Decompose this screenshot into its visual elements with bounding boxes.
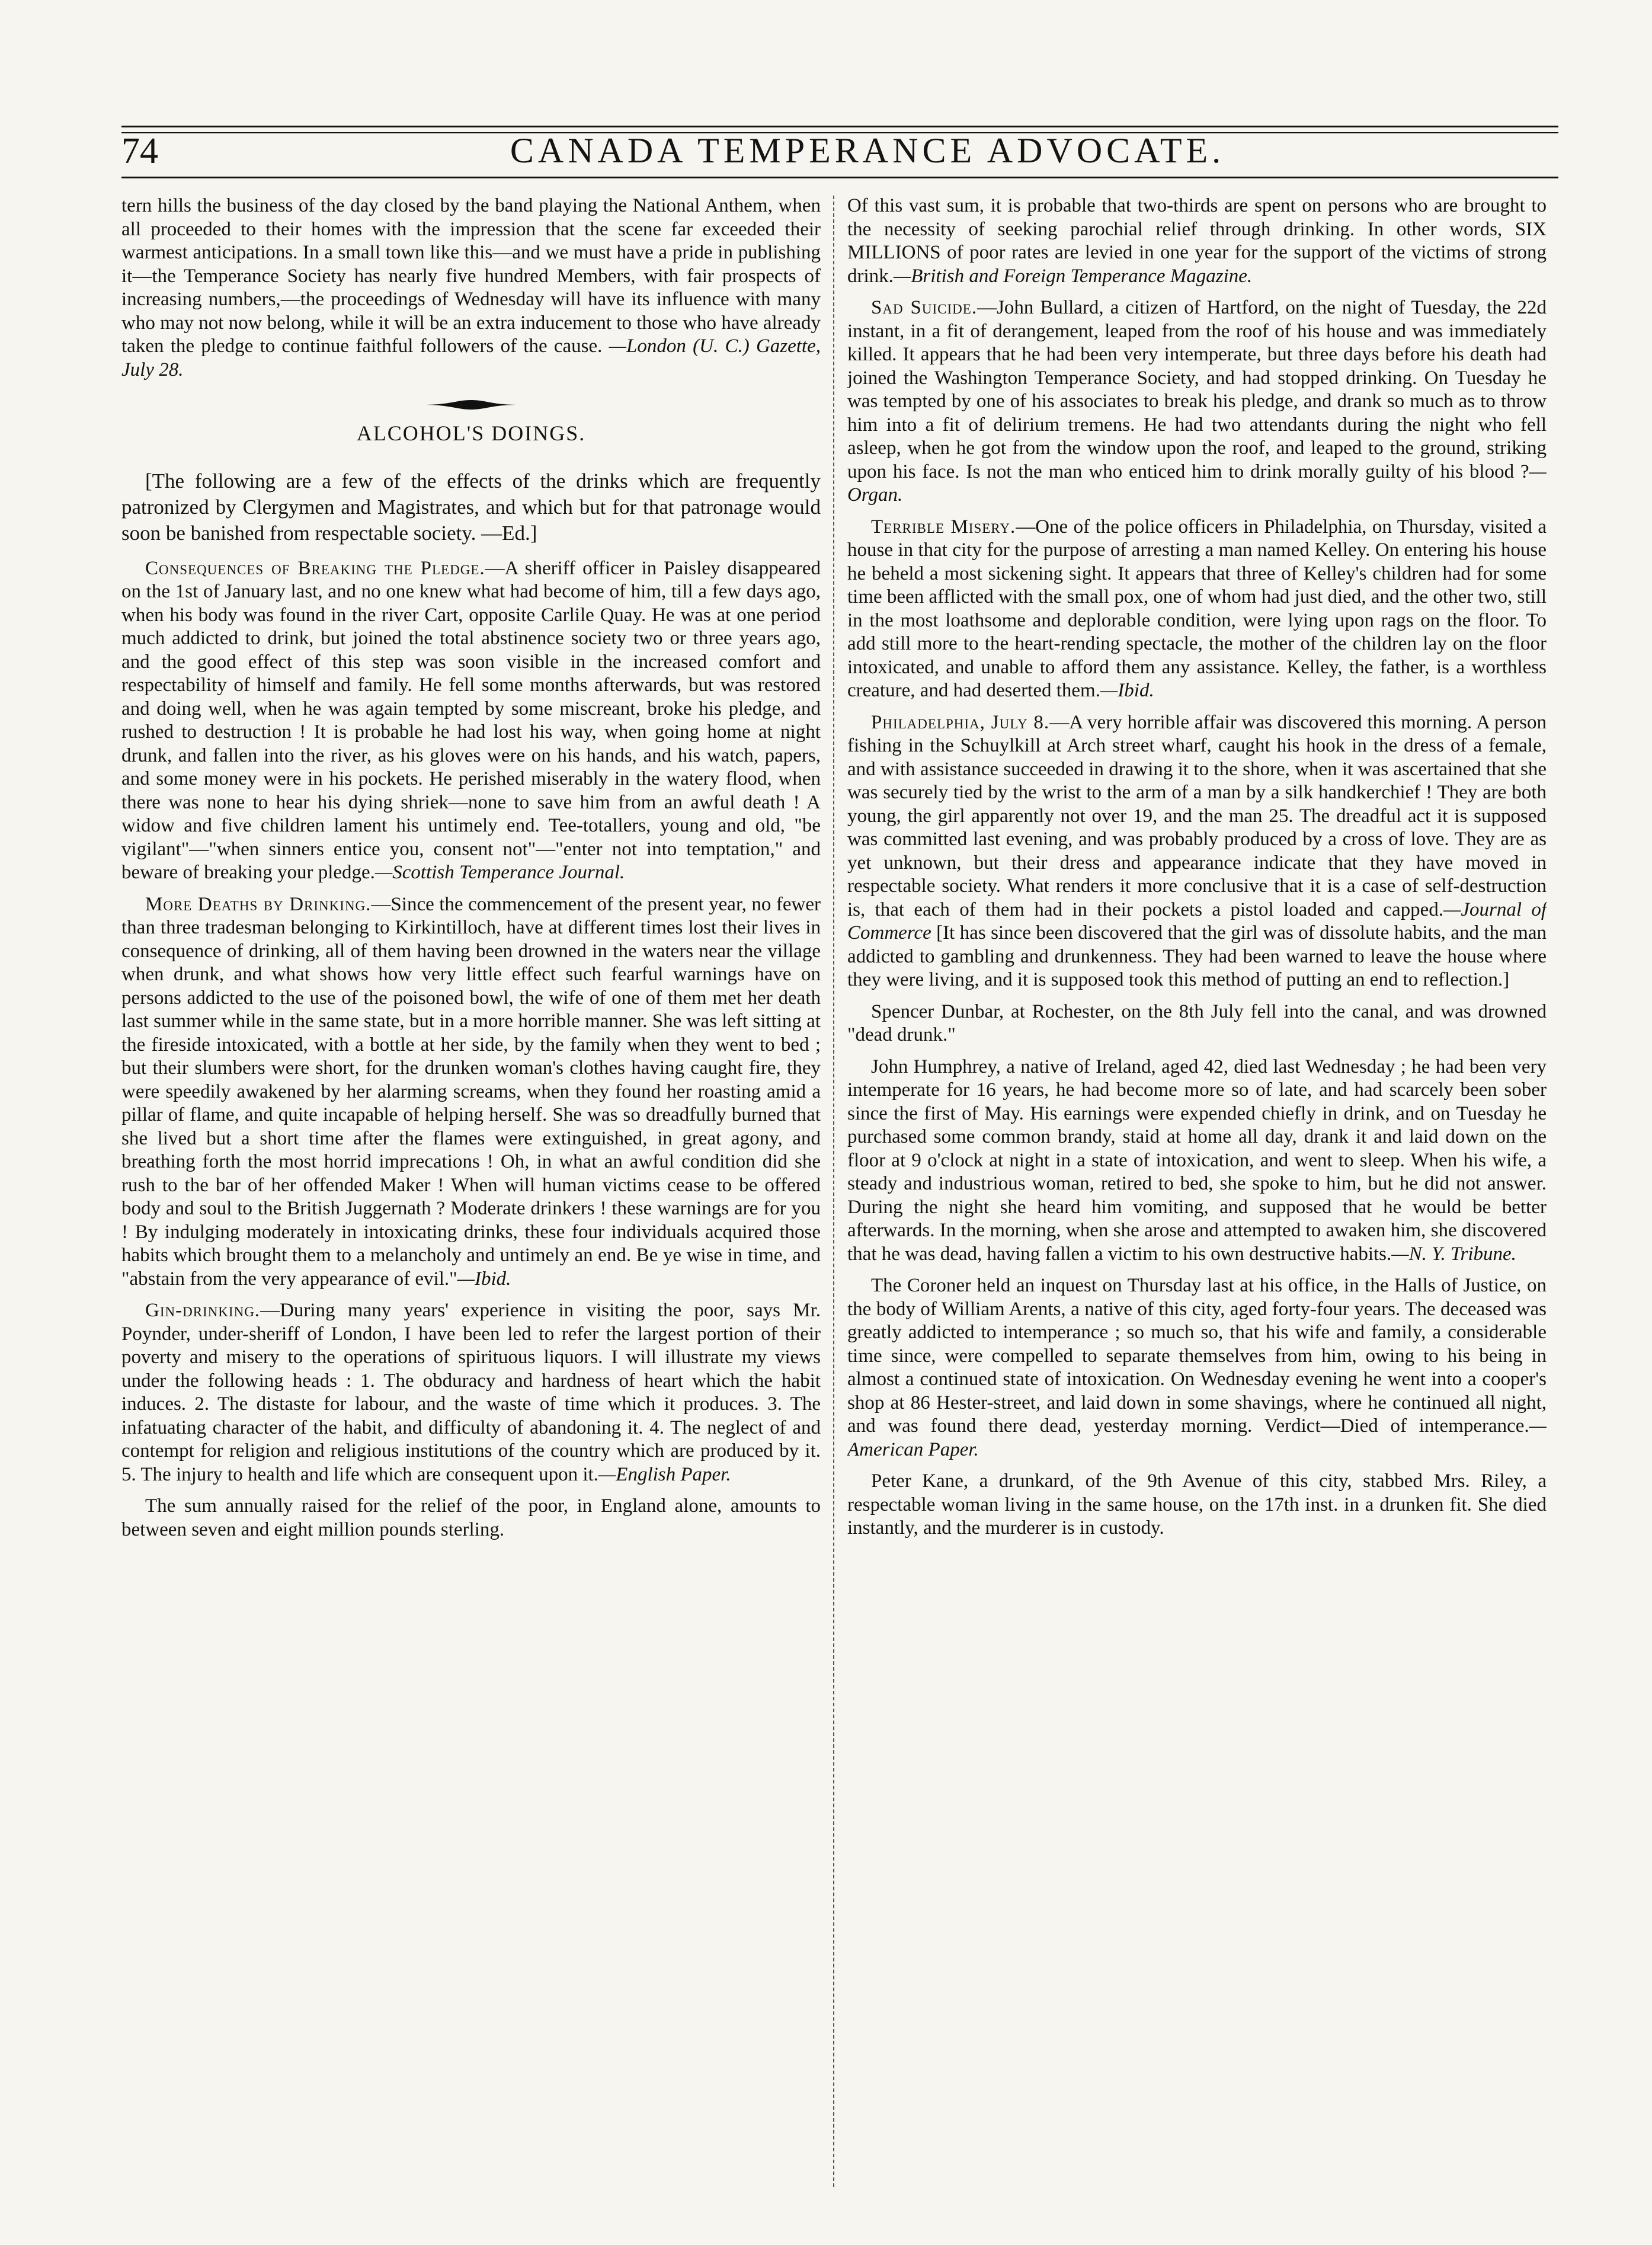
article-body: Spencer Dunbar, at Rochester, on the 8th July fell into the canal, and was drowned "dead drunk." [847, 1000, 1547, 1045]
article [847, 296, 1547, 507]
page-number: 74 [121, 131, 158, 171]
article-heading: Terrible Misery. [871, 516, 1016, 538]
intro-source: —London (U. C.) Gazette, July 28. [121, 335, 821, 380]
article-body: —Since the commencement of the present year, no fewer than three tradesman belonging to Kirkintilloch, have at different times lost their lives in consequence of drinking, all of them having been drowned in the waters near the village when drunk, and what shows how very little effect such fearful warnings have on persons addicted to the use of the poisoned bowl, the wife of one of them met her death last summer while in the same state, but in a more horrible manner. She was left sitting at the fireside intoxicated, with a bottle at her side, by the family when they went to bed ; but their slumbers were short, for the drunken woman's clothes having caught fire, they were speedily awakened by her alarming screams, when they found her roasting amid a pillar of flame, and quite incapable of helping herself. She was so dreadfully burned that she lived but a short time after the flames were extinguished, in great agony, and breathing forth the most horrid imprecations ! Oh, in what an awful condition did she rush to the bar of her offended Maker ! When will human victims cease to be offered body and soul to the British Juggernath ? Moderate drinkers ! these warnings are for you ! By indulging moderately in intoxicating drinks, these four individuals acquired those habits which brought them to a melancholy and untimely an end. Be ye wise in time, and "abstain from the very appearance of evil." [121, 893, 821, 1290]
article [847, 516, 1547, 703]
article-heading: Philadelphia, July 8. [871, 711, 1050, 733]
article-source: —Scottish Temperance Journal. [374, 862, 625, 883]
header-rule-bottom [121, 177, 1558, 178]
right-column [847, 194, 1547, 2192]
article-body: —One of the police officers in Philadelphia, on Thursday, visited a house in that city for the purpose of arresting a man named Kelley. On entering his house he beheld a most sickening sight. It appears that three of Kelley's children had for some time been afflicted with the small pox, one of whom had just died, and the other two, still in the most loathsome and deplorable condition, were lying upon rags on the floor. To add still more to the heart-rending spectacle, the mother of the children lay on the floor intoxicated, and unable to afford them any assistance. Kelley, the father, is a worthless creature, and had deserted them. [847, 516, 1547, 701]
article [847, 711, 1547, 992]
section-ornament [421, 398, 521, 411]
article [847, 1470, 1547, 1540]
article-heading: Consequences of Breaking the Pledge. [145, 557, 485, 579]
intro-text: tern hills the business of the day closed by the band playing the National Anthem, when all proceeded to their homes with the impression that the scene far exceeded their warmest anticipations. In a small town like this—and we must have a pride in publishing it—the Temperance Society has nearly five hundred Members, with fair prospects of increasing numbers,—the proceedings of Wednesday will have its influence with many who may not now belong, while it will be an extra inducement to those who have already taken the pledge to continue faithful followers of the cause. [121, 195, 821, 357]
article-body: —During many years' experience in visiting the poor, says Mr. Poynder, under-sheriff of London, I have been led to refer the largest portion of their poverty and misery to the operations of spirituous liquors. I will illustrate my views under the following heads : 1. The obduracy and hardness of heart which the habit induces. 2. The distaste for labour, and the waste of time which it produces. 3. The infatuating character of the habit, and difficulty of abandoning it. 4. The neglect of and contempt for religion and religious institutions of the country which are produced by it. 5. The injury to health and life which are consequent upon it. [121, 1300, 821, 1485]
article-body: —A very horrible affair was discovered this morning. A person fishing in the Schuylkill at Arch street wharf, caught his hook in the dress of a female, and with assistance succeeded in drawing it to the shore, when it was ascertained that she was securely tied by the wrist to the arm of a man by a silk handkerchief ! They are both young, the girl apparently not over 19, and the man 25. The dreadful act it is supposed was committed last evening, and was probably produced by a cross of love. They are as yet unknown, but their dress and appearance indicate that they have moved in respectable society. What renders it more conclusive that it is a case of self-destruction is, that each of them had in their pockets a pistol loaded and capped. [847, 711, 1547, 920]
article-source: —Journal of Commerce [847, 898, 1547, 944]
article-source: —Ibid. [457, 1268, 511, 1290]
intro-paragraph [121, 194, 821, 382]
article [121, 1299, 821, 1486]
article-source: —American Paper. [847, 1415, 1547, 1460]
article [121, 557, 821, 885]
continuation-text: Of this vast sum, it is probable that two-thirds are spent on persons who are brought to the necessity of seeking parochial relief through drinking. In other words, SIX MILLIONS of poor rates are levied in one year for the support of the victims of strong drink. [847, 195, 1547, 287]
editor-note: [The following are a few of the effects of the drinks which are frequently patronized by Clergymen and Magistrates, and which but for that patronage would soon be banished from respectable society. —Ed.] [121, 469, 821, 545]
article-body: —A sheriff officer in Paisley disappeared on the 1st of January last, and no one knew what had become of him, till a few days ago, when his body was found in the river Cart, opposite Carlile Quay. He was at one period much addicted to drink, but joined the total abstinence society two or three years ago, and the good effect of this step was soon visible in the increased comfort and respectability of himself and family. He fell some months afterwards, but was restored and doing well, when he was again tempted by some miscreant, broke his pledge, and rushed to destruction ! It is probable he had lost his way, when going home at night drunk, and fallen into the river, as his gloves were on his hands, and his watch, papers, and some money were in his pockets. He perished miserably in the watery flood, when there was none to hear his dying shriek—none to save him from an awful death ! A widow and five children lament his untimely end. Tee-totallers, young and old, "be vigilant"—"when sinners entice you, consent not"—"enter not into temptation," and beware of breaking your pledge. [121, 557, 821, 883]
article-source: —Ibid. [1100, 680, 1154, 701]
article [121, 893, 821, 1291]
continuation-paragraph [847, 194, 1547, 288]
article-addendum: [It has since been discovered that the girl was of dissolute habits, and the man addicted to gambling and drunkenness. They had been warned to leave the house where they were living, and it is supposed took this method of putting an end to reflection.] [847, 922, 1547, 990]
article-heading: Gin-drinking. [145, 1300, 261, 1321]
article-source: —N. Y. Tribune. [1391, 1243, 1516, 1265]
article-heading: Sad Suicide. [871, 297, 978, 318]
article-body: Peter Kane, a drunkard, of the 9th Avenue of this city, stabbed Mrs. Riley, a respectable woman living in the same house, on the 17th inst. in a drunken fit. She died instantly, and the murderer is in custody. [847, 1470, 1547, 1539]
article-heading: More Deaths by Drinking. [145, 893, 372, 915]
article [847, 1000, 1547, 1047]
article-body: The Coroner held an inquest on Thursday last at his office, in the Halls of Justice, on the body of William Arents, a native of this city, aged forty-four years. The deceased was greatly addicted to intemperance ; so much so, that his wife and family, a considerable time since, were compelled to separate themselves from him, owing to his being in almost a continued state of intoxication. On Wednesday evening he went into a cooper's shop at 86 Hester-street, and laid down in some shavings, where he continued all night, and was found there dead, yesterday morning. Verdict—Died of intemperance. [847, 1275, 1547, 1437]
article [847, 1056, 1547, 1267]
column-divider [833, 196, 834, 2187]
left-column [121, 194, 821, 2192]
article-source: —English Paper. [598, 1463, 731, 1485]
article [847, 1274, 1547, 1462]
article-body: John Humphrey, a native of Ireland, aged 42, died last Wednesday ; he had been very intemperate for 16 years, he had become more so of late, and had scarcely been sober since the first of May. His earnings were expended chiefly in drink, and on Tuesday he purchased some common brandy, staid at home all day, drank it and laid down on the floor at 9 o'clock at night in a state of intoxication, and went to sleep. When his wife, a steady and industrious woman, retired to bed, she spoke to him, but he did not answer. During the night she heard him vomiting, and supposed that he would be better afterwards. In the morning, when she arose and attempted to awaken him, she discovered that he was dead, having fallen a victim to his own destructive habits. [847, 1056, 1547, 1265]
closing-paragraph: The sum annually raised for the relief of the poor, in England alone, amounts to between seven and eight million pounds sterling. [121, 1495, 821, 1540]
article-source: —Organ. [847, 460, 1547, 506]
continuation-source: —British and Foreign Temperance Magazine. [893, 265, 1253, 287]
article-body: —John Bullard, a citizen of Hartford, on the night of Tuesday, the 22d instant, in a fit of derangement, leaped from the roof of his house and was immediately killed. It appears that he had been very intemperate, but three days before his death had joined the Washington Temperance Society, and had stopped drinking. On Tuesday he was tempted by one of his associates to break his pledge, and drank so much as to throw him into a fit of delirium tremens. He had two attendants during the night who fell asleep, when he got from the window upon the roof, and leaped to the ground, striking upon his face. Is not the man who enticed him to drink morally guilty of his blood ? [847, 297, 1547, 482]
section-title: ALCOHOL'S DOINGS. [356, 421, 586, 445]
masthead-title: CANADA TEMPERANCE ADVOCATE. [510, 131, 1225, 170]
